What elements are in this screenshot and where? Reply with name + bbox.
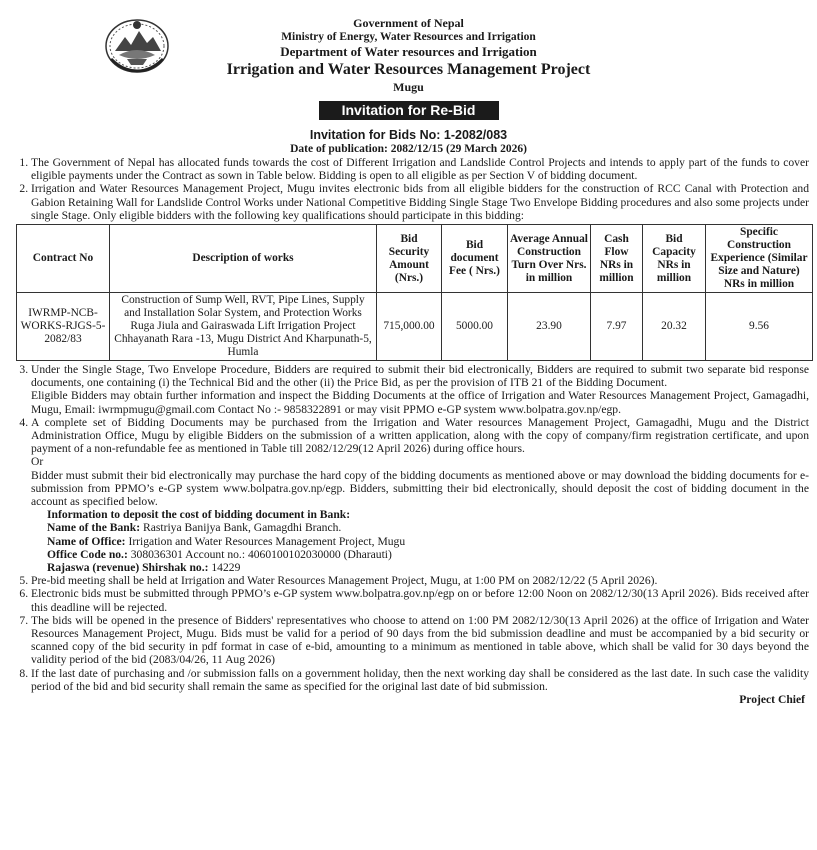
cell-turnover: 23.90 xyxy=(508,293,591,361)
office-code-label: Office Code no.: xyxy=(47,547,128,561)
banner-row xyxy=(8,101,809,120)
bank-name-line xyxy=(47,521,809,534)
office-code-line xyxy=(47,548,809,561)
bid-number: Invitation for Bids No: 1-2082/083 xyxy=(309,128,508,142)
col-fee: Bid document Fee ( Nrs.) xyxy=(442,225,508,293)
clause-5-text: Pre-bid meeting shall be held at Irrigation and Water Resources Management Project, Mugu, at 1:00 PM on 2082/12/22 (5 April 2026). xyxy=(31,574,658,588)
clause-3a-text: Under the Single Stage, Two Envelope Procedure, Bidders are required to submit their bid electronically, Bidders are required to submit two separate bid response documents, one containing (i) the Technical Bid and the other (ii) the Price Bid, as per the provision of ITB 21 of the Bidding Document. xyxy=(31,363,809,390)
col-contract-no: Contract No xyxy=(17,225,110,293)
col-capacity: Bid Capacity NRs in million xyxy=(643,225,706,293)
office-name-line xyxy=(47,535,809,548)
nepal-emblem-icon xyxy=(103,15,171,75)
clause-7 xyxy=(31,614,809,667)
clause-3 xyxy=(31,363,809,416)
cell-fee: 5000.00 xyxy=(442,293,508,361)
cell-cashflow: 7.97 xyxy=(591,293,643,361)
clause-2-text: Irrigation and Water Resources Management Project, Mugu invites electronic bids from all eligible bidders for the construction of RCC Canal with Protection and Gabion Retaining Wall for Landslide Control Works under National Competitive Bidding Single Stage Two Envelope Bidding procedures and also some projects under single Stage. Only eligible bidders with the following key qualifications should participate in this bidding: xyxy=(31,182,809,222)
bank-name-value: Rastriya Banijya Bank, Gamagdhi Branch. xyxy=(142,521,342,535)
bank-info xyxy=(47,508,809,574)
col-experience: Specific Construction Experience (Similar Size and Nature) NRs in million xyxy=(706,225,813,293)
notice-clauses xyxy=(8,156,809,693)
col-security: Bid Security Amount (Nrs.) xyxy=(377,225,442,293)
office-name-label: Name of Office: xyxy=(47,534,126,548)
table-row xyxy=(17,293,813,361)
publication-date: Date of publication: 2082/12/15 (29 March 2026) xyxy=(290,143,527,155)
clause-7-text: The bids will be opened in the presence of Bidders' representatives who choose to attend on 1:00 PM 2082/12/30(13 April 2026) at the office of Irrigation and Water Resources Management Project, Mugu. Bids must be valid for a period of 90 days from the bid submission deadline and must be accompanied by a bid security or scanned copy of the bid security in pdf format in case of e-bid, amounting to a minimum as mentioned in table above, which shall be valid for 30 days beyond the validity period of the bid (2083/04/26, 11 Aug 2026) xyxy=(31,613,809,667)
district-title: Mugu xyxy=(393,80,424,94)
col-cashflow: Cash Flow NRs in million xyxy=(591,225,643,293)
clause-1 xyxy=(31,156,809,182)
clause-2 xyxy=(20,182,809,361)
table-header-row xyxy=(17,225,813,293)
signature: Project Chief xyxy=(739,693,805,707)
clause-8-text: If the last date of purchasing and /or submission falls on a government holiday, then the next working day shall be considered as the last date. In such case the validity period of the bid and bid security shall remain the same as specified for the original last date of bid submission. xyxy=(31,666,809,693)
col-turnover: Average Annual Construction Turn Over Nrs. in million xyxy=(508,225,591,293)
office-code-value: 308036301 Account no.: 4060100102030000 (Dharauti) xyxy=(130,547,392,561)
rebid-banner: Invitation for Re-Bid xyxy=(319,101,499,120)
notice-header xyxy=(8,0,809,94)
government-title: Government of Nepal xyxy=(353,16,464,30)
office-name-value: Irrigation and Water Resources Management Project, Mugu xyxy=(128,534,406,548)
col-description: Description of works xyxy=(110,225,377,293)
clause-3b-text: Eligible Bidders may obtain further information and inspect the Bidding Documents at the office of Irrigation and Water Resources Management Project, Gamagadhi, Mugu, Email: iwrmpmugu@gmail.com Contact No :- 9858322891 or may visit PPMO e-GP system www.bolpatra.gov.np/egp. xyxy=(31,389,809,416)
clause-4a-text: A complete set of Bidding Documents may be purchased from the Irrigation and Water resources Management Project, Gamagadhi, Mugu and the District Administration Office, Mugu by eligible Bidders on the submission of a written application, along with the copy of company/firm registration certificate, and upon payment of a non-refundable fee as mentioned in Table till 2082/12/29(12 April 2026) during office hours. xyxy=(31,415,809,456)
cell-experience: 9.56 xyxy=(706,293,813,361)
department-title: Department of Water resources and Irrigation xyxy=(280,44,537,59)
project-title: Irrigation and Water Resources Management Project xyxy=(226,61,591,78)
rajaswa-value: 14229 xyxy=(211,561,241,575)
clause-6 xyxy=(31,587,809,613)
clause-6-text: Electronic bids must be submitted through PPMO’s e-GP system www.bolpatra.gov.np/egp on or before 12:00 Noon on 2082/12/30(13 April 2026). Bids received after this deadline will be rejected. xyxy=(31,587,809,614)
bank-name-label: Name of the Bank: xyxy=(47,521,141,535)
ministry-title: Ministry of Energy, Water Resources and Irrigation xyxy=(281,31,536,43)
cell-security: 715,000.00 xyxy=(377,293,442,361)
clause-4 xyxy=(31,416,809,574)
clause-4-or: Or xyxy=(31,455,44,469)
clause-4b-text: Bidder must submit their bid electronically may purchase the hard copy of the bidding documents as mentioned above or may download the bidding documents for e-submission from PPMO’s e-GP system www.bolpatra.gov.np/egp. Bidders, submitting their bid electronically, should deposit the cost of bidding document in the account as specified below. xyxy=(31,468,809,509)
cell-capacity: 20.32 xyxy=(643,293,706,361)
cell-description: Construction of Sump Well, RVT, Pipe Lines, Supply and Installation Solar System, and Protection Works Ruga Jiula and Gairaswada Lift Irrigation Project Chhayanath Rara -13, Mugu District And Kharpunath-5, Humla xyxy=(110,293,377,361)
cell-contract-no: IWRMP-NCB-WORKS-RJGS-5-2082/83 xyxy=(17,293,110,361)
clause-8 xyxy=(31,667,809,693)
rajaswa-label: Rajaswa (revenue) Shirshak no.: xyxy=(47,561,209,575)
rajaswa-line xyxy=(47,561,809,574)
clause-5 xyxy=(31,574,809,587)
clause-1-text: The Government of Nepal has allocated funds towards the cost of Different Irrigation and Landslide Control Projects and intends to apply part of the funds to cover eligible payments under the Contract as sown in Table below. Bidding is open to all eligible as per Section V of bidding document. xyxy=(31,156,809,183)
bank-info-title: Information to deposit the cost of bidding document in Bank: xyxy=(47,508,351,522)
bid-table xyxy=(16,224,813,361)
